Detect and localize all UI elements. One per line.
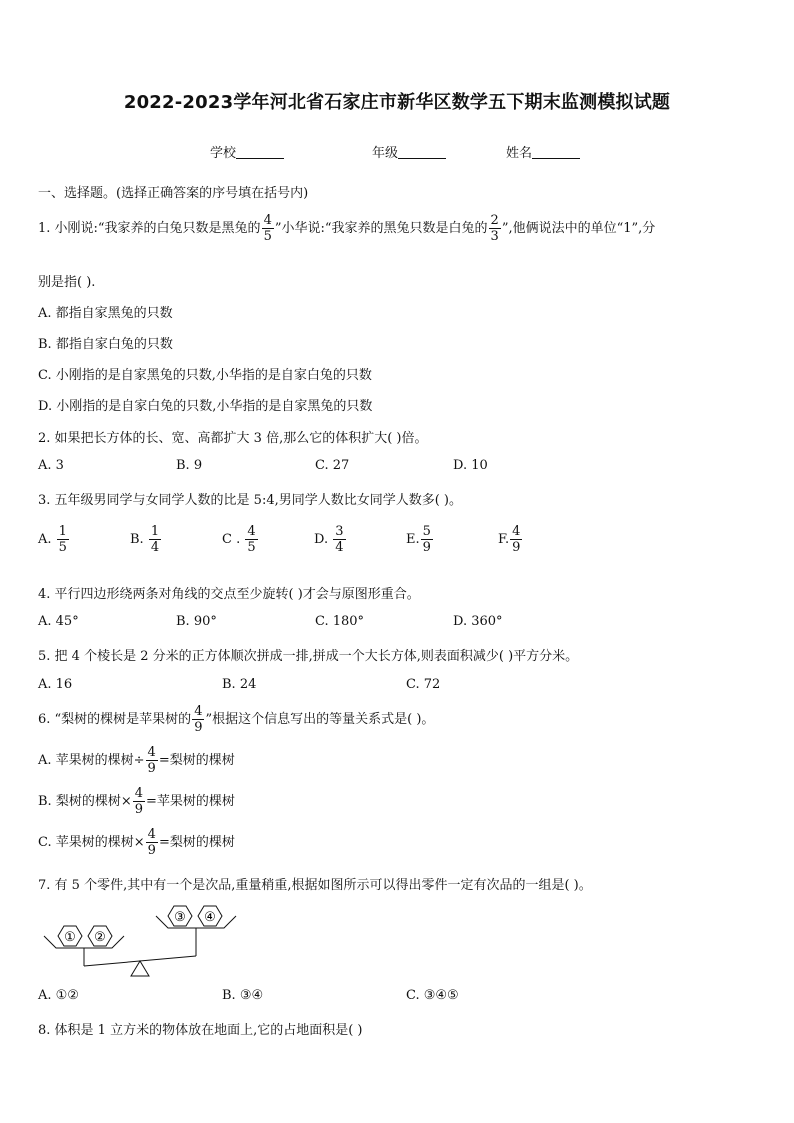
fraction: $\frac{2}{3}$ [490, 213, 499, 244]
school-blank [236, 146, 284, 159]
question-7-option: C. ③④⑤ [406, 988, 459, 1003]
name-field [506, 142, 580, 161]
grade-blank [398, 146, 446, 159]
question-2-option: C. 27 [315, 458, 350, 473]
question-1-option: A. 都指自家黑兔的只数 [38, 306, 173, 321]
question-5-option: C. 72 [406, 677, 441, 692]
part-hexagon-right-2 [198, 906, 222, 926]
question-6-option: C. 苹果树的棵树× $\frac{4}{9}$ =梨树的棵树 [38, 827, 235, 858]
question-1-option: D. 小刚指的是自家白兔的只数,小华指的是自家黑兔的只数 [38, 399, 373, 414]
fraction: $\frac{4}{9}$ [194, 704, 203, 735]
question-3-option: C . $\frac{4}{5}$ [222, 524, 256, 555]
question-2-stem: 2. 如果把长方体的长、宽、高都扩大 3 倍,那么它的体积扩大( )倍。 [38, 431, 428, 446]
question-5-option: B. 24 [222, 677, 257, 692]
question-7-stem: 7. 有 5 个零件,其中有一个是次品,重量稍重,根据如图所示可以得出零件一定有次品的一组是( )。 [38, 878, 592, 893]
question-7-option: A. ①② [38, 988, 79, 1003]
question-5-stem: 5. 把 4 个棱长是 2 分米的正方体顺次拼成一排,拼成一个大长方体,则表面积减少( )平方分米。 [38, 649, 579, 664]
question-6-option: B. 梨树的棵树× $\frac{4}{9}$ =苹果树的棵树 [38, 786, 235, 817]
part-hexagon-left-2 [88, 926, 112, 946]
left-pan [44, 936, 124, 948]
part-label: ① [64, 930, 76, 945]
school-label: 学校 [210, 146, 237, 161]
question-3-option: B. $\frac{1}{4}$ [130, 524, 160, 555]
grade-field [372, 142, 446, 161]
question-3-option: F. $\frac{4}{9}$ [498, 524, 521, 555]
question-3-option: E. $\frac{5}{9}$ [406, 524, 431, 555]
question-2-option: A. 3 [38, 458, 64, 473]
part-label: ③ [174, 910, 186, 925]
question-8-stem: 8. 体积是 1 立方米的物体放在地面上,它的占地面积是( ) [38, 1023, 363, 1038]
scale-fulcrum [131, 961, 149, 976]
right-pan [156, 916, 236, 928]
grade-label: 年级 [372, 146, 399, 161]
question-6-option: A. 苹果树的棵树÷ $\frac{4}{9}$ =梨树的棵树 [38, 745, 235, 776]
question-3-stem: 3. 五年级男同学与女同学人数的比是 5:4,男同学人数比女同学人数多( )。 [38, 493, 462, 508]
question-1-option: C. 小刚指的是自家黑兔的只数,小华指的是自家白兔的只数 [38, 368, 372, 383]
question-1-stem: 1. 小刚说:“我家养的白兔只数是黑兔的 $\frac{4}{5}$ ”小华说:“我家养的黑兔只数是白兔的 $\frac{2}{3}$ ”,他俩说法中的单位“1”,分 [38, 213, 656, 244]
name-blank [532, 146, 580, 159]
question-3-option: D. $\frac{3}{4}$ [314, 524, 344, 555]
balance-scale-figure [40, 898, 250, 980]
part-hexagon-left-1 [58, 926, 82, 946]
question-4-option: A. 45° [38, 614, 79, 629]
question-4-option: C. 180° [315, 614, 365, 629]
school-field [210, 142, 284, 161]
question-4-stem: 4. 平行四边形绕两条对角线的交点至少旋转( )才会与原图形重合。 [38, 587, 420, 602]
question-1-option: B. 都指自家白兔的只数 [38, 337, 173, 352]
question-3-option: A. $\frac{1}{5}$ [38, 524, 67, 555]
question-1-stem-cont: 别是指( ). [38, 275, 96, 290]
page-title: 2022-2023学年河北省石家庄市新华区数学五下期末监测模拟试题 [123, 92, 671, 113]
question-2-option: D. 10 [453, 458, 488, 473]
question-2-option: B. 9 [176, 458, 203, 473]
name-label: 姓名 [506, 146, 533, 161]
part-label: ④ [204, 910, 216, 925]
part-label: ② [94, 930, 106, 945]
question-7-option: B. ③④ [222, 988, 264, 1003]
question-4-option: B. 90° [176, 614, 217, 629]
question-5-option: A. 16 [38, 677, 73, 692]
part-hexagon-right-1 [168, 906, 192, 926]
question-6-stem: 6. “梨树的棵树是苹果树的 $\frac{4}{9}$ ”根据这个信息写出的等量关系式是( )。 [38, 704, 435, 735]
question-4-option: D. 360° [453, 614, 503, 629]
fraction: $\frac{4}{5}$ [263, 213, 272, 244]
section-heading: 一、选择题。(选择正确答案的序号填在括号内) [38, 186, 309, 201]
